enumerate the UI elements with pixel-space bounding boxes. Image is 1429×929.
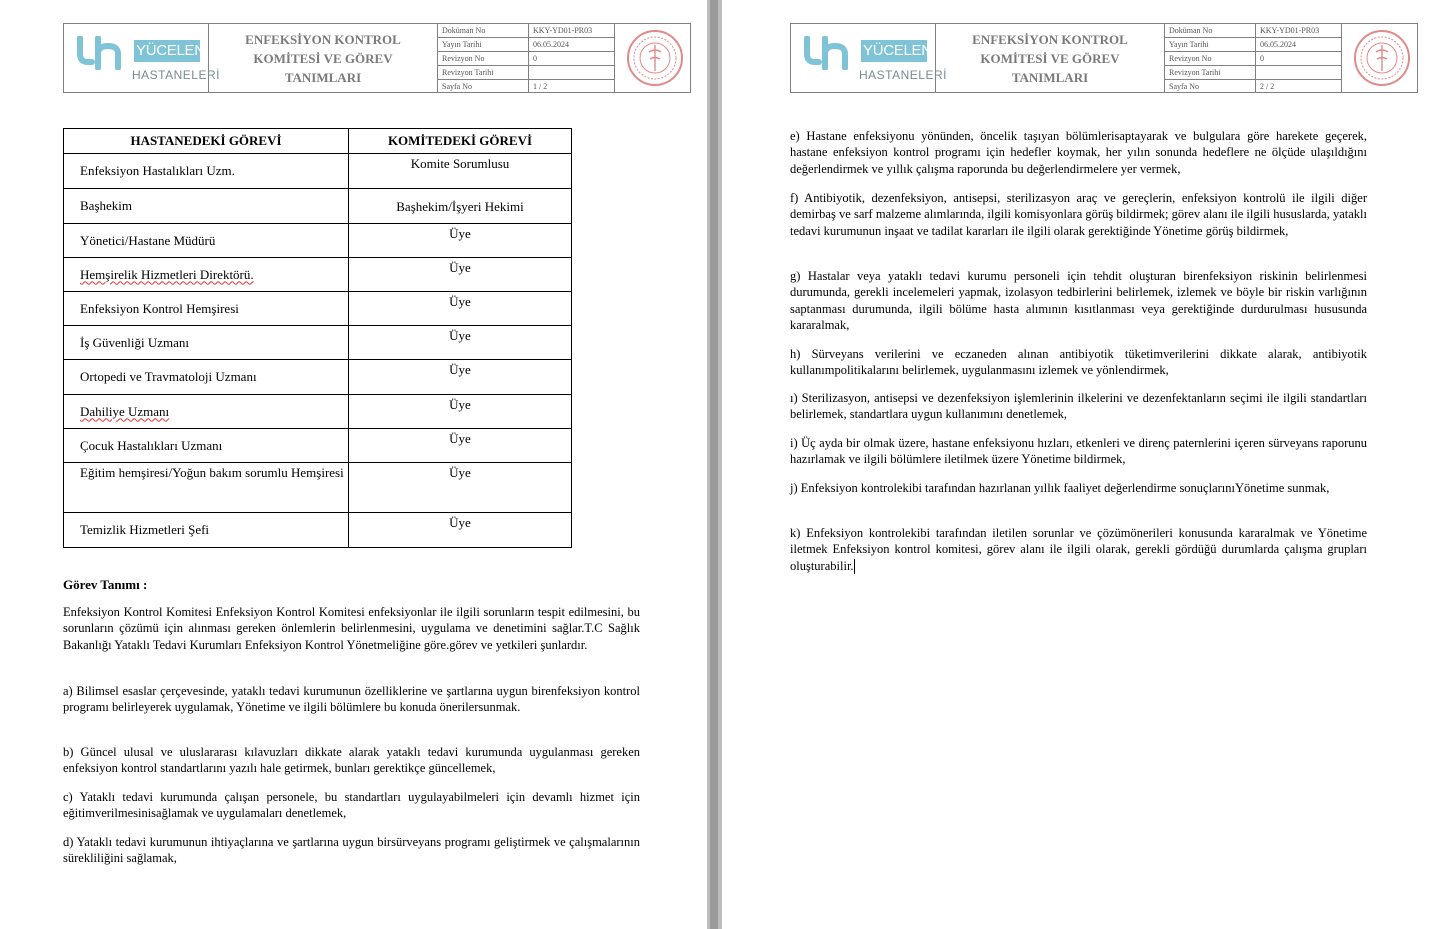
meta-value: 06.05.2024 — [1260, 40, 1296, 49]
list-item: j) Enfeksiyon kontrolekibi tarafından hazırlanan yıllık faaliyet değerlendirme sonuçlarınıYönetime sunmak, — [790, 481, 1330, 495]
list-item: h) Sürveyans verilerini ve eczaneden alınan antibiyotik tüketimverilerini dikkate alarak, antibiyotik kullanımpolitikalarını belirlemek, uygulanmasını izlemek ve yönlendirmek, — [790, 347, 1367, 378]
title-line: ENFEKSİYON KONTROL — [972, 31, 1128, 47]
duty-cell: Üye — [349, 429, 572, 463]
meta-label: Revizyon Tarihi — [438, 66, 529, 79]
meta-label: Yayın Tarihi — [438, 38, 529, 51]
meta-label: Revizyon No — [438, 52, 529, 65]
role-text: Hemşirelik Hizmetleri Direktörü. — [80, 266, 254, 282]
title-line: TANIMLARI — [1011, 69, 1089, 85]
table-header: HASTANEDEKİ GÖREVİ — [64, 129, 349, 154]
duty-cell: Başhekim/İşyeri Hekimi — [349, 189, 572, 224]
ministry-seal-icon — [1352, 28, 1412, 88]
meta-label: Revizyon Tarihi — [1165, 66, 1256, 79]
table-row — [64, 189, 572, 224]
role-cell: Temizlik Hizmetleri Şefi — [64, 513, 349, 548]
meta-label: Yayın Tarihi — [1165, 38, 1256, 51]
duty-cell: Üye — [349, 513, 572, 548]
role-cell: Yönetici/Hastane Müdürü — [64, 224, 349, 258]
hospital-logo — [64, 24, 220, 92]
role-cell — [64, 258, 349, 292]
hospital-logo — [791, 24, 947, 92]
meta-value: KKY-YD01-PR03 — [1260, 26, 1320, 35]
table-row — [64, 513, 572, 548]
meta-value: 0 — [533, 54, 537, 63]
list-item: e) Hastane enfeksiyonu yönünden, öncelik taşıyan bölümlerisaptayarak ve bulgulara göre harekete geçerek, hastane enfeksiyon kontrol programı için hedefler koymak, her yılın sonunda hedeflere ne ölçüde ulaşıldığını değerlendirmek ve yıllık çalışma raporunda bu değerlendirmelere yer vermek, — [790, 129, 1367, 176]
document-page-1 — [0, 0, 707, 929]
section-title: Görev Tanımı : — [63, 577, 148, 592]
role-cell: Enfeksiyon Kontrol Hemşiresi — [64, 292, 349, 326]
gutter-bar — [710, 0, 718, 929]
logo-subtitle: HASTANELERİ — [859, 68, 947, 82]
meta-value: 0 — [1260, 54, 1264, 63]
list-item: b) Güncel ulusal ve uluslararası kılavuzları dikkate alarak yataklı tedavi kurumunda uygulanması gereken enfeksiyon kontrol standartlarını yazılı hale getirmek, bunları gerektikçe güncellemek, — [63, 745, 640, 776]
meta-value: 06.05.2024 — [533, 40, 569, 49]
table-row — [64, 326, 572, 360]
table-row — [64, 463, 572, 513]
logo-mark-icon — [76, 36, 126, 70]
meta-value — [1256, 66, 1341, 79]
meta-value: KKY-YD01-PR03 — [533, 26, 593, 35]
table-row — [64, 395, 572, 429]
page-number: 1 / 2 — [533, 82, 548, 91]
text-cursor — [854, 559, 855, 574]
list-item: i) Üç ayda bir olmak üzere, hastane enfeksiyonu hızları, etkenleri ve direnç paternlerini içeren sürveyans raporunu hazırlamak ve ilgili bölümlere iletilmek üzere Yönetime bildirmek, — [790, 436, 1367, 467]
duty-cell: Üye — [349, 224, 572, 258]
committee-table — [63, 128, 572, 548]
role-text: Dahiliye Uzmanı — [80, 403, 170, 419]
title-line: ENFEKSİYON KONTROL — [245, 31, 401, 47]
document-title — [936, 24, 1165, 92]
logo-name: YÜCELEN — [134, 40, 200, 62]
ministry-seal-icon — [625, 28, 685, 88]
table-row — [64, 224, 572, 258]
duty-cell: Üye — [349, 463, 572, 513]
document-title — [209, 24, 438, 92]
role-cell: Enfeksiyon Hastalıkları Uzm. — [64, 154, 349, 189]
page-header — [63, 23, 691, 93]
meta-value — [529, 66, 614, 79]
logo-name: YÜCELEN — [861, 40, 927, 62]
table-row — [64, 292, 572, 326]
meta-label: Doküman No — [438, 24, 529, 37]
role-cell: Eğitim hemşiresi/Yoğun bakım sorumlu Hemşiresi — [64, 463, 349, 513]
meta-label: Doküman No — [1165, 24, 1256, 37]
title-line: KOMİTESİ VE GÖREV — [980, 50, 1120, 66]
page-header — [790, 23, 1418, 93]
list-item: g) Hastalar veya yataklı tedavi kurumu personeli için tehdit oluşturan birenfeksiyon riskinin belirlenmesi durumunda, gerekli incelemeleri yapmak, izolasyon tedbirlerini belirlemek, izlemek ve böyle bir riskin varlığının saptanması durumunda, ilgili bölüme hasta alımının kısıtlanması veya gerektiğinde durdurulması hususunda kararalmak, — [790, 269, 1367, 332]
duty-cell: Komite Sorumlusu — [349, 154, 572, 189]
document-meta — [1165, 24, 1342, 92]
list-item — [790, 525, 1367, 574]
duty-cell: Üye — [349, 258, 572, 292]
table-row — [64, 360, 572, 395]
role-cell — [64, 395, 349, 429]
list-item: d) Yataklı tedavi kurumunun ihtiyaçlarına ve şartlarına uygun birsürveyans programı geliştirmek ve çalışmalarının sürekliliğini sağlamak, — [63, 835, 640, 866]
role-cell: Başhekim — [64, 189, 349, 224]
title-line: KOMİTESİ VE GÖREV — [253, 50, 393, 66]
logo-mark-icon — [803, 36, 853, 70]
logo-subtitle: HASTANELERİ — [132, 68, 220, 82]
page-gutter — [707, 0, 722, 929]
meta-label: Sayfa No — [438, 80, 529, 93]
duty-cell: Üye — [349, 360, 572, 395]
list-item: f) Antibiyotik, dezenfeksiyon, antisepsi, sterilizasyon araç ve gereçlerin, enfeksiyon kontrolü ile ilgili diğer demirbaş ve sarf malzeme alımlarında, ilgili komisyonlara görüş bildirmek; görev alanı ile ilgili hususlarda, yataklı tedavi kurumunun inşaat ve tadilat kararları ile ilgili olarak gerektiğinde Yönetime görüş bildirmek, — [790, 191, 1367, 238]
title-line: TANIMLARI — [284, 69, 362, 85]
document-meta — [438, 24, 615, 92]
list-item-text: k) Enfeksiyon kontrolekibi tarafından iletilen sorunlar ve çözümönerileri konusunda kararalmak ve Yönetime iletmek Enfeksiyon kontrol komitesi, görev alanı ile ilgili olarak, gerekli gördüğü durumlarda çalışma grupları oluşturabilir. — [790, 526, 1367, 573]
meta-label: Revizyon No — [1165, 52, 1256, 65]
duty-cell: Üye — [349, 326, 572, 360]
meta-label: Sayfa No — [1165, 80, 1256, 93]
role-cell: İş Güvenliği Uzmanı — [64, 326, 349, 360]
table-row — [64, 154, 572, 189]
intro-paragraph: Enfeksiyon Kontrol Komitesi Enfeksiyon Kontrol Komitesi enfeksiyonlar ile ilgili sorunların tespit edilmesini, bu sorunların çözümü için alınması gereken önlemlerin belirlenmesini, uygulama ve denetimini sağlar.T.C Sağlık Bakanlığı Yataklı Tedavi Kurumları Enfeksiyon Kontrol Yönetmeliğine göre.görev ve yetkileri şunlardır. — [63, 605, 640, 652]
role-cell: Çocuk Hastalıkları Uzmanı — [64, 429, 349, 463]
page-number: 2 / 2 — [1260, 82, 1275, 91]
document-page-2 — [722, 0, 1429, 929]
list-item: c) Yataklı tedavi kurumunda çalışan personele, bu standartları uygulayabilmeleri için devamlı hizmet için eğitimverilmesinisağlamak ve uygulamaları denetlemek, — [63, 790, 640, 821]
list-item: a) Bilimsel esaslar çerçevesinde, yataklı tedavi kurumunun özelliklerine ve şartlarına uygun birenfeksiyon kontrol programı belirleyerek uygulamak, Yönetime ve ilgili bölümlere bu konuda önerilersunmak. — [63, 684, 640, 715]
table-header: KOMİTEDEKİ GÖREVİ — [349, 129, 572, 154]
ministry-seal — [615, 24, 690, 92]
duty-cell: Üye — [349, 395, 572, 429]
table-row — [64, 429, 572, 463]
list-item: ı) Sterilizasyon, antisepsi ve dezenfeksiyon işlemlerinin ilkelerini ve dezenfektanların seçimi ile ilgili standartları belirlemek, standartlara uygun kullanımını denetlemek, — [790, 391, 1367, 422]
duty-cell: Üye — [349, 292, 572, 326]
table-row — [64, 258, 572, 292]
ministry-seal — [1342, 24, 1417, 92]
role-cell: Ortopedi ve Travmatoloji Uzmanı — [64, 360, 349, 395]
